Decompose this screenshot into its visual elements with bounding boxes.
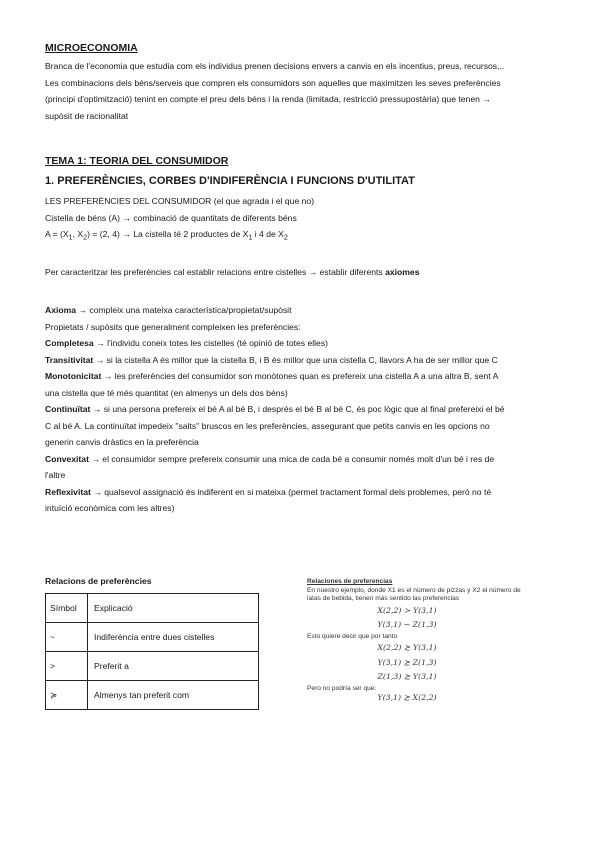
reflexivitat-item-cont: intuïció econòmica com les altres) [45, 503, 175, 513]
embed-title: Relaciones de preferencias [307, 578, 393, 585]
intro-line: Branca de l'economia que estudia com els individus prenen decisions envers a canvis en els incentius, preus, recursos,.. [45, 61, 505, 71]
preferences-heading: LES PREFERÈNCIES DEL CONSUMIDOR (el que agrada i el que no) [45, 196, 315, 206]
embed-text: latas de bebida, tienen más sentido las preferencias [307, 595, 460, 602]
table-header-row [46, 594, 259, 623]
table-header-cell: Explicació [88, 594, 259, 623]
symbol-cell: ≽ [46, 681, 88, 710]
embed-text: Esto quiere decir que por tanto [307, 632, 398, 640]
transitivitat-item: Transitivitat → si la cistella A és millor que la cistella B, i B és millor que una cistella C, llavors A ha de ser millor que C [45, 354, 498, 365]
symbol-cell: > [46, 652, 88, 681]
embed-formula: Y(3,1) ≿ Z(1,3) [377, 657, 437, 667]
monotonicitat-item: Monotonicitat → les preferències del consumidor son monòtones quan es prefereix una cistella A a una altra B, sent A [45, 371, 499, 381]
explanation-cell: Indiferència entre dues cistelles [88, 623, 259, 652]
completesa-item: Completesa → l'individu coneix totes les cistelles (té opinió de totes elles) [45, 338, 328, 348]
continuitat-item-cont: C al bé A. La continuïtat impedeix "salts" bruscos en les preferències, assegurant que petits canvis en les opcions no [45, 420, 490, 431]
continuitat-item-cont: generin canvis dràstics en la preferència [45, 437, 199, 447]
symbol-cell: ~ [46, 623, 88, 652]
table-row [46, 652, 259, 681]
intro-line: Les combinacions dels béns/serveis que compren els consumidors son aquelles que maximitzen les seves preferències [45, 77, 501, 88]
embed-formula: Y(3,1) ≿ X(2,2) [377, 693, 437, 702]
embedded-slide-image [307, 578, 577, 703]
table-row [46, 623, 259, 652]
convexitat-item-cont: l'altre [45, 470, 66, 480]
continuitat-item: Continuïtat → si una persona prefereix el bé A al bé B, i després el bé B al bé C, és poc lògic que al final prefereixi el bé [45, 404, 505, 414]
document-title: MICROECONOMIA [45, 42, 138, 54]
reflexivitat-item: Reflexivitat → qualsevol assignació és indiferent en si mateixa (permet tractament formal dels problemes, però no té [45, 486, 492, 497]
embed-formula: Z(1,3) ≿ Y(3,1) [377, 672, 437, 681]
axioma-definition: Axioma → compleix una mateixa característica/propietat/supòsit [45, 305, 292, 315]
embed-text: Pero no podría ser que: [307, 684, 377, 692]
convexitat-item: Convexitat → el consumidor sempre prefereix consumir una mica de cada bé a consumir només molt d'un bé i res de [45, 453, 495, 464]
intro-line: supòsit de racionalitat [45, 110, 129, 121]
embed-formula: X(2,2) ≿ Y(3,1) [377, 643, 437, 652]
relacions-title: Relacions de preferències [45, 576, 152, 586]
cistella-definition: Cistella de béns (A) → combinació de quantitats de diferents béns [45, 212, 297, 223]
explanation-cell: Preferit a [88, 652, 259, 681]
embed-text: En nuestro ejemplo, donde X1 es el número de pizzas y X2 el número de [307, 586, 521, 594]
preference-relations-table [45, 593, 259, 710]
embed-formula: Y(3,1) ∼ Z(1,3) [377, 620, 437, 629]
tema-title: TEMA 1: TEORIA DEL CONSUMIDOR [45, 155, 229, 167]
axioms-list [45, 302, 505, 517]
monotonicitat-item-cont: una cistella que té més quantitat (en almenys un dels dos béns) [45, 387, 288, 398]
explanation-cell: Almenys tan preferit com [88, 681, 259, 710]
table-row [46, 681, 259, 710]
propietats-intro: Propietats / supòsits que generalment compleixen les preferències: [45, 321, 301, 332]
section-title: 1. PREFERÈNCIES, CORBES D'INDIFERÈNCIA I FUNCIONS D'UTILITAT [45, 175, 415, 187]
embed-formula: X(2,2) ≻ Y(3,1) [377, 605, 437, 615]
axiomes-intro: Per caracteritzar les preferències cal establir relacions entre cistelles → establir diferents axiomes [45, 267, 420, 277]
cistella-example: $A = (X_1$, $X_2) = (2$, 4) → La cistella té 2 productes de $X_1$ i 4 de $X_2$ [45, 229, 288, 242]
intro-paragraph [45, 58, 504, 124]
preferences-intro [45, 193, 314, 246]
intro-line: (principi d'optimització) tenint en compte el preu dels béns i la renda (limitada, restricció pressupostària) que tenen → [45, 94, 491, 104]
table-header-cell: Símbol [46, 594, 88, 623]
